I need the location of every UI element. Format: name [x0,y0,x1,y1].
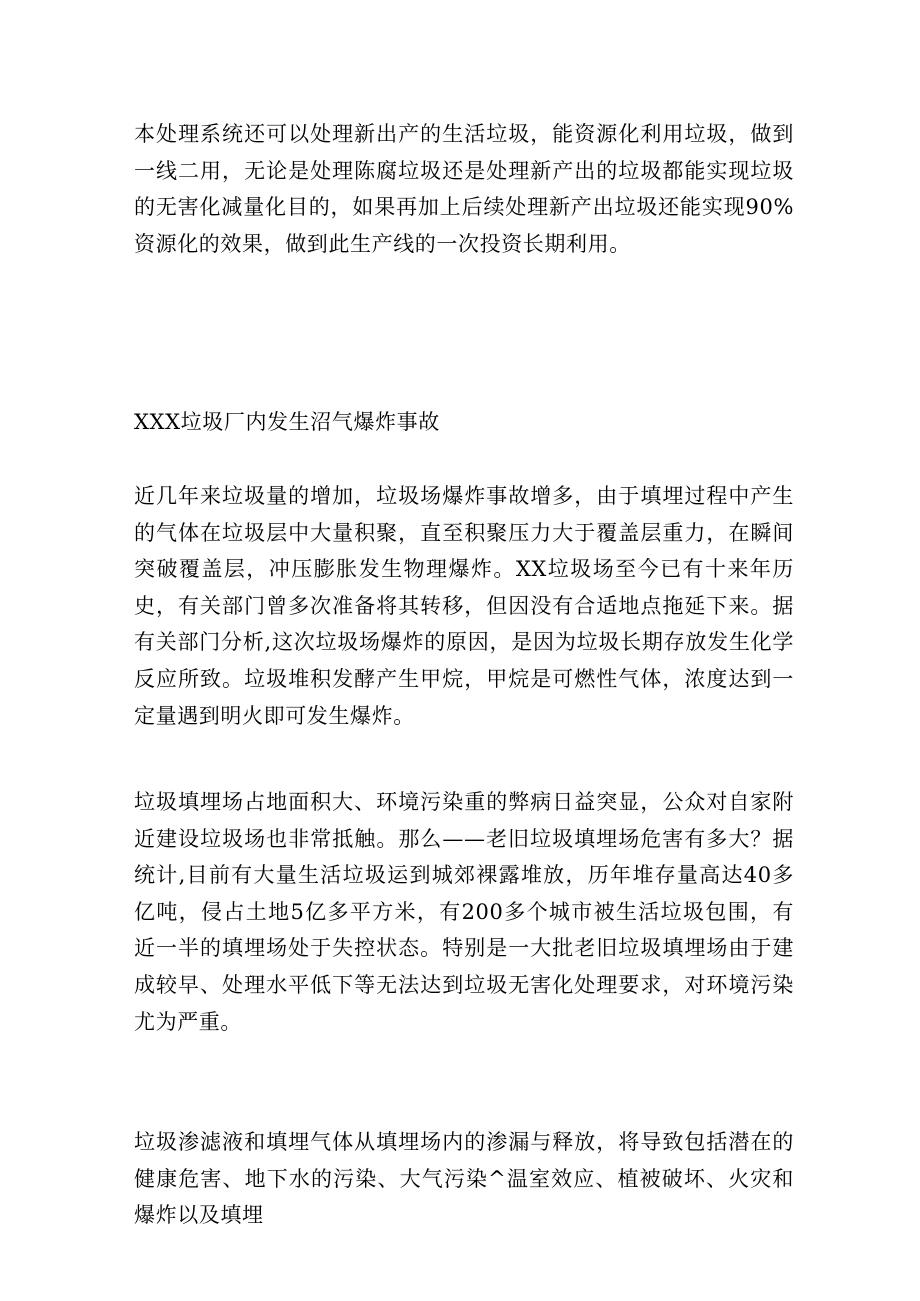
paragraph-leachate: 垃圾渗滤液和填埋气体从填埋场内的渗漏与释放，将导致包括潜在的健康危害、地下水的污染、大气污染^温室效应、植被破坏、火灾和爆炸以及填埋 [134,1130,794,1228]
paragraph-explosion: 近几年来垃圾量的增加，垃圾场爆炸事故增多，由于填埋过程中产生的气体在垃圾层中大量积聚，直至积聚压力大于覆盖层重力，在瞬间突破覆盖层，冲压膨胀发生物理爆炸。XX垃圾场至今已有十来年历史，有关部门曾多次准备将其转移，但因没有合适地点拖延下来。据有关部门分析,这次垃圾场爆炸的原因，是因为垃圾长期存放发生化学反应所致。垃圾堆积发酵产生甲烷，甲烷是可燃性气体，浓度达到一定量遇到明火即可发生爆炸。 [134,484,794,728]
paragraph-landfill-hazards: 垃圾填埋场占地面积大、环境污染重的弊病日益突显，公众对自家附近建设垃圾场也非常抵触。那么——老旧垃圾填埋场危害有多大？据统计,目前有大量生活垃圾运到城郊裸露堆放，历年堆存量高达40多亿吨，侵占土地5亿多平方米，有200多个城市被生活垃圾包围，有近一半的填埋场处于失控状态。特别是一大批老旧垃圾填埋场由于建成较早、处理水平低下等无法达到垃圾无害化处理要求，对环境污染尤为严重。 [134,790,794,1034]
section-heading: XXX垃圾厂内发生沼气爆炸事故 [134,410,440,434]
paragraph-intro: 本处理系统还可以处理新出产的生活垃圾，能资源化利用垃圾，做到一线二用，无论是处理陈腐垃圾还是处理新产出的垃圾都能实现垃圾的无害化减量化目的，如果再加上后续处理新产出垃圾还能实现90%资源化的效果，做到此生产线的一次投资长期利用。 [134,122,794,256]
